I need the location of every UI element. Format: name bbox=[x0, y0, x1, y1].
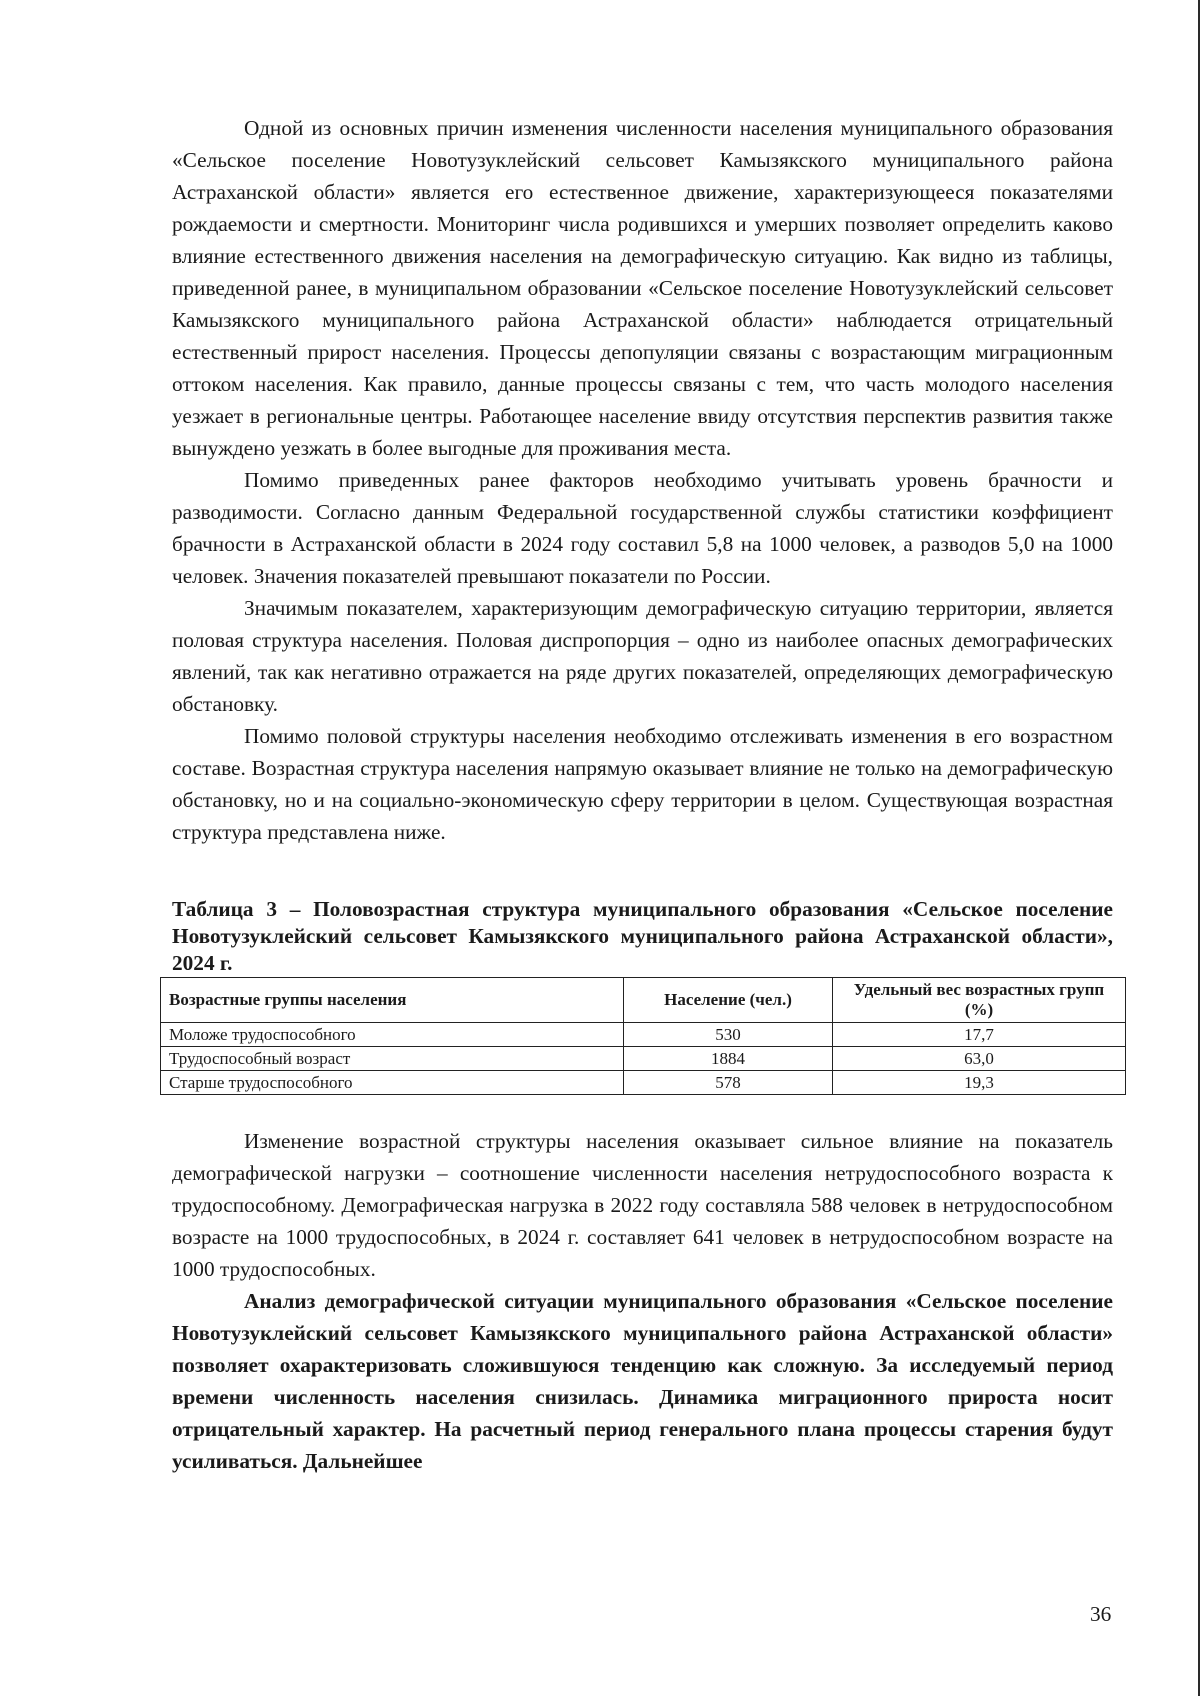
header-age-groups: Возрастные группы населения bbox=[161, 978, 624, 1023]
cell-group: Моложе трудоспособного bbox=[161, 1023, 624, 1047]
paragraph-age-structure: Помимо половой структуры населения необходимо отслеживать изменения в его возрастном составе. Возрастная структура населения напрямую оказывает влияние не только на демографическую обстановку, но и на социально-экономическую сферу территории в целом. Существующая возрастная структура представлена ниже. bbox=[172, 724, 1113, 844]
paragraph-marriage-divorce: Помимо приведенных ранее факторов необходимо учитывать уровень брачности и разводимости. Согласно данным Федеральной государственной службы статистики коэффициент брачности в Астраханской области в 2024 году составил 5,8 на 1000 человек, а разводов 5,0 на 1000 человек. Значения показателей превышают показатели по России. bbox=[172, 468, 1113, 588]
cell-population: 578 bbox=[624, 1071, 833, 1095]
cell-share: 63,0 bbox=[833, 1047, 1126, 1071]
paragraph-demographic-load: Изменение возрастной структуры населения оказывает сильное влияние на показатель демографической нагрузки – соотношение численности населения нетрудоспособного возраста к трудоспособному. Демографическая нагрузка в 2022 году составляла 588 человек в нетрудоспособном возрасте на 1000 трудоспособных, в 2024 г. составляет 641 человек в нетрудоспособном возрасте на 1000 трудоспособных. bbox=[172, 1129, 1113, 1281]
spacer bbox=[172, 848, 1113, 896]
page-number: 36 bbox=[1090, 1602, 1112, 1626]
cell-group: Старше трудоспособного bbox=[161, 1071, 624, 1095]
cell-share: 19,3 bbox=[833, 1071, 1126, 1095]
table-row bbox=[161, 1023, 1126, 1047]
table-row bbox=[161, 1071, 1126, 1095]
age-structure-table bbox=[160, 977, 1126, 1095]
paragraph-natural-movement: Одной из основных причин изменения численности населения муниципального образования «Сельское поселение Новотузуклейский сельсовет Камызякского муниципального района Астраханской области» является его естественное движение, характеризующееся показателями рождаемости и смертности. Мониторинг числа родившихся и умерших позволяет определить каково влияние естественного движения населения на демографическую ситуацию. Как видно из таблицы, приведенной ранее, в муниципальном образовании «Сельское поселение Новотузуклейский сельсовет Камызякского муниципального района Астраханской области» наблюдается отрицательный естественный прирост населения. Процессы депопуляции связаны с возрастающим миграционным оттоком населения. Как правило, данные процессы связаны с тем, что часть молодого населения уезжает в региональные центры. Работающее население ввиду отсутствия перспектив развития также вынуждено уезжать в более выгодные для проживания места. bbox=[172, 116, 1113, 460]
cell-population: 1884 bbox=[624, 1047, 833, 1071]
table-row bbox=[161, 1047, 1126, 1071]
page-body bbox=[169, 112, 1113, 1477]
paragraph-conclusion: Анализ демографической ситуации муниципального образования «Сельское поселение Новотузуклейский сельсовет Камызякского муниципального района Астраханской области» позволяет охарактеризовать сложившуюся тенденцию как сложную. За исследуемый период времени численность населения снизилась. Динамика миграционного прироста носит отрицательный характер. На расчетный период генерального плана процессы старения будут усиливаться. Дальнейшее bbox=[172, 1289, 1113, 1473]
spacer bbox=[172, 1095, 1113, 1125]
table-header-row bbox=[161, 978, 1126, 1023]
paragraph-sex-structure: Значимым показателем, характеризующим демографическую ситуацию территории, является половая структура населения. Половая диспропорция – одно из наиболее опасных демографических явлений, так как негативно отражается на ряде других показателей, определяющих демографическую обстановку. bbox=[172, 596, 1113, 716]
cell-population: 530 bbox=[624, 1023, 833, 1047]
cell-share: 17,7 bbox=[833, 1023, 1126, 1047]
cell-group: Трудоспособный возраст bbox=[161, 1047, 624, 1071]
header-share: Удельный вес возрастных групп (%) bbox=[833, 978, 1126, 1023]
header-population: Население (чел.) bbox=[624, 978, 833, 1023]
table-caption: Таблица 3 – Половозрастная структура муниципального образования «Сельское поселение Новотузуклейский сельсовет Камызякского муниципального района Астраханской области», 2024 г. bbox=[172, 897, 1113, 975]
